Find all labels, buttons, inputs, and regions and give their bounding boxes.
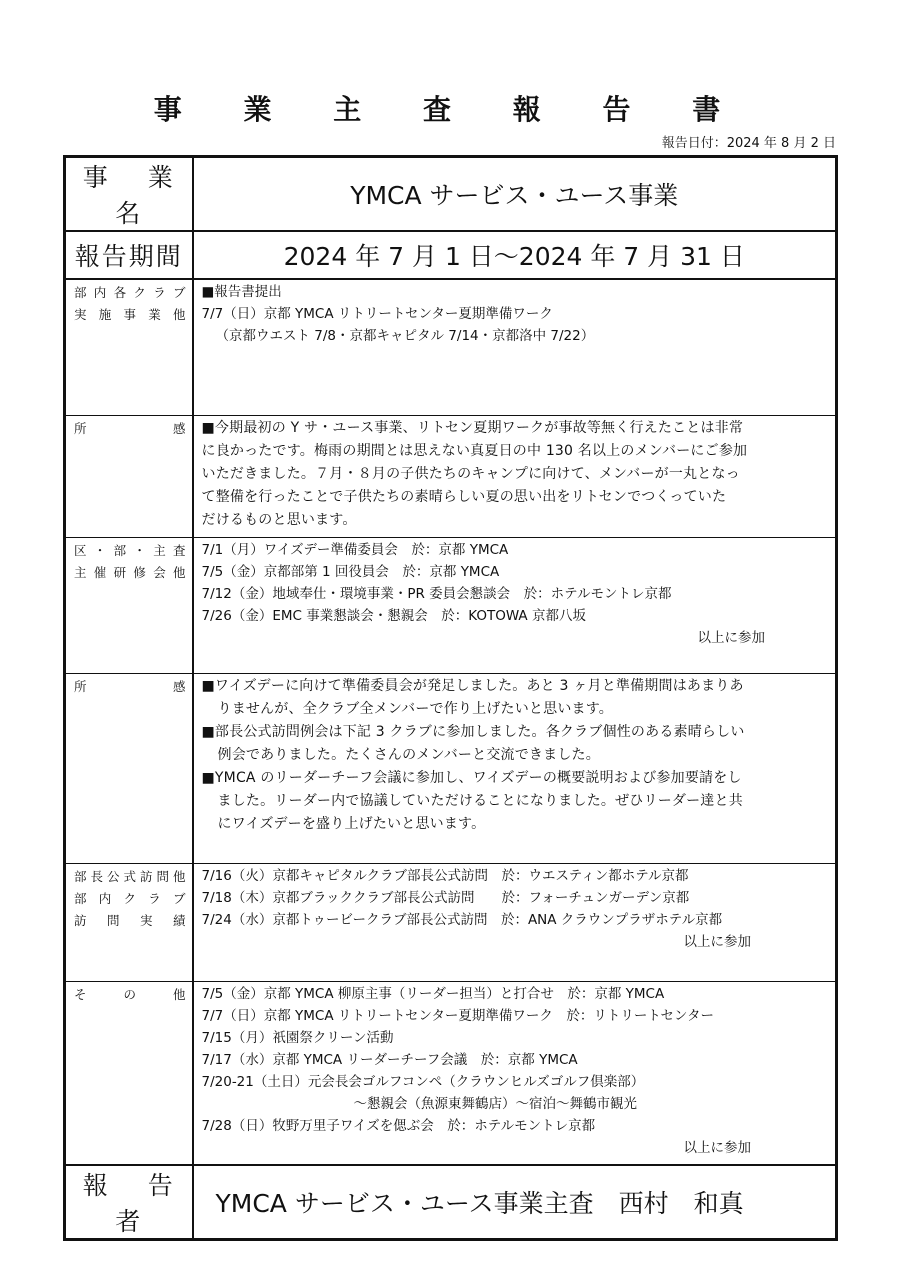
document-title: 事 業 主 査 報 告 書 bbox=[153, 93, 747, 126]
paragraph-line: りませんが、全クラブ全メンバーで作り上げたいと思います。 bbox=[217, 700, 613, 717]
paragraph-line: だけるものと思います。 bbox=[201, 511, 357, 528]
business-name-label: 事 業 名 bbox=[65, 157, 193, 232]
reporter-value: YMCA サービス・ユース事業主査 西村 和真 bbox=[193, 1165, 837, 1240]
content-line: ■報告書提出 bbox=[201, 284, 282, 300]
content-line: （京都ウエスト 7/8・京都キャピタル 7/14・京都洛中 7/22） bbox=[215, 328, 595, 344]
paragraph-line: 例会でありました。たくさんのメンバーと交流できました。 bbox=[217, 746, 600, 763]
content-line: 7/5（金）京都 YMCA 柳原主事（リーダー担当）と打合せ 於：京都 YMCA bbox=[201, 985, 665, 1002]
official-visits-label bbox=[65, 863, 193, 981]
impression-1-content bbox=[193, 415, 837, 537]
period-value: 2024 年 7 月 1 日～2024 年 7 月 31 日 bbox=[193, 231, 837, 279]
business-name-value: YMCA サービス・ユース事業 bbox=[193, 157, 837, 232]
report-table bbox=[63, 155, 838, 1241]
row-impression-1 bbox=[65, 415, 837, 537]
row-period bbox=[65, 231, 837, 279]
seminars-label bbox=[65, 537, 193, 673]
paragraph-line: にワイズデーを盛り上げたいと思います。 bbox=[217, 815, 486, 832]
content-line: 7/28（日）牧野万里子ワイズを偲ぶ会 於：ホテルモントレ京都 bbox=[201, 1117, 596, 1134]
content-line: 7/16（火）京都キャピタルクラブ部長公式訪問 於：ウエスティン都ホテル京都 bbox=[201, 867, 689, 884]
content-line: 7/15（月）祇園祭クリーン活動 bbox=[201, 1029, 394, 1046]
content-line: 7/18（木）京都ブラッククラブ部長公式訪問 於：フォーチュンガーデン京都 bbox=[201, 889, 690, 906]
report-date: 報告日付：2024 年 8 月 2 日 bbox=[661, 136, 836, 151]
closing-line: 以上に参加 bbox=[697, 629, 765, 646]
paragraph-line: ■今期最初の Y サ・ユース事業、リトセン夏期ワークが事故等無く行えたことは非常 bbox=[201, 419, 744, 436]
label-line: 部長公式訪問他 bbox=[74, 868, 186, 884]
content-line: 7/20-21（土日）元会長会ゴルフコンペ（クラウンヒルズゴルフ倶楽部） bbox=[201, 1073, 645, 1090]
row-others bbox=[65, 981, 837, 1165]
paragraph-line: ■YMCA のリーダーチーフ会議に参加し、ワイズデーの概要説明および参加要請をし bbox=[201, 769, 742, 786]
row-club-activities bbox=[65, 279, 837, 415]
content-line: ～懇親会（魚源東舞鶴店）～宿泊～舞鶴市観光 bbox=[353, 1095, 637, 1112]
official-visits-content bbox=[193, 863, 837, 981]
row-impression-2 bbox=[65, 673, 837, 863]
closing-line: 以上に参加 bbox=[683, 933, 751, 950]
label-line: 部内クラブ bbox=[74, 890, 186, 906]
content-line: 7/7（日）京都 YMCA リトリートセンター夏期準備ワーク bbox=[201, 306, 553, 322]
paragraph-line: いただきました。７月・８月の子供たちのキャンプに向けて、メンバーが一丸となっ bbox=[201, 465, 740, 482]
row-official-visits bbox=[65, 863, 837, 981]
content-line: 7/1（月）ワイズデー準備委員会 於：京都 YMCA bbox=[201, 541, 509, 558]
label-line: 実施事業他 bbox=[74, 307, 186, 322]
club-activities-label bbox=[65, 279, 193, 415]
club-activities-content bbox=[193, 279, 837, 415]
others-label bbox=[65, 981, 193, 1165]
content-line: 7/7（日）京都 YMCA リトリートセンター夏期準備ワーク 於：リトリートセンター bbox=[201, 1007, 714, 1024]
content-line: 7/26（金）EMC 事業懇談会・懇親会 於：KOTOWA 京都八坂 bbox=[201, 607, 586, 624]
paragraph-line: ■部長公式訪問例会は下記 3 クラブに参加しました。各クラブ個性のある素晴らしい bbox=[201, 723, 745, 740]
impression-1-label bbox=[65, 415, 193, 537]
reporter-label: 報 告 者 bbox=[65, 1165, 193, 1240]
impression-2-content bbox=[193, 673, 837, 863]
content-line: 7/12（金）地域奉仕・環境事業・PR 委員会懇談会 於：ホテルモントレ京都 bbox=[201, 585, 672, 602]
row-reporter bbox=[65, 1165, 837, 1240]
label-line: 所 感 bbox=[74, 420, 186, 436]
row-seminars bbox=[65, 537, 837, 673]
paragraph-line: ■ワイズデーに向けて準備委員会が発足しました。あと 3 ヶ月と準備期間はあまりあ bbox=[201, 677, 744, 694]
label-line: 訪問実績 bbox=[74, 912, 186, 928]
impression-2-label bbox=[65, 673, 193, 863]
label-line: 区・部・主査 bbox=[74, 542, 186, 558]
row-business-name bbox=[65, 157, 837, 232]
period-label: 報告期間 bbox=[65, 231, 193, 279]
paragraph-line: て整備を行ったことで子供たちの素晴らしい夏の思い出をリトセンでつくっていた bbox=[201, 488, 727, 505]
label-line: 部内各クラブ bbox=[74, 285, 186, 300]
others-content bbox=[193, 981, 837, 1165]
content-line: 7/17（水）京都 YMCA リーダーチーフ会議 於：京都 YMCA bbox=[201, 1051, 578, 1068]
label-line: 主催研修会他 bbox=[74, 564, 186, 580]
paragraph-line: ました。リーダー内で協議していただけることになりました。ぜひリーダー達と共 bbox=[217, 792, 743, 809]
label-line: 所 感 bbox=[74, 678, 186, 694]
label-line: そ の 他 bbox=[74, 986, 186, 1002]
content-line: 7/5（金）京都部第 1 回役員会 於：京都 YMCA bbox=[201, 563, 500, 580]
paragraph-line: に良かったです。梅雨の期間とは思えない真夏日の中 130 名以上のメンバーにご参加 bbox=[201, 442, 748, 459]
content-line: 7/24（水）京都トゥービークラブ部長公式訪問 於：ANA クラウンプラザホテル京都 bbox=[201, 911, 723, 928]
seminars-content bbox=[193, 537, 837, 673]
closing-line: 以上に参加 bbox=[683, 1139, 751, 1156]
